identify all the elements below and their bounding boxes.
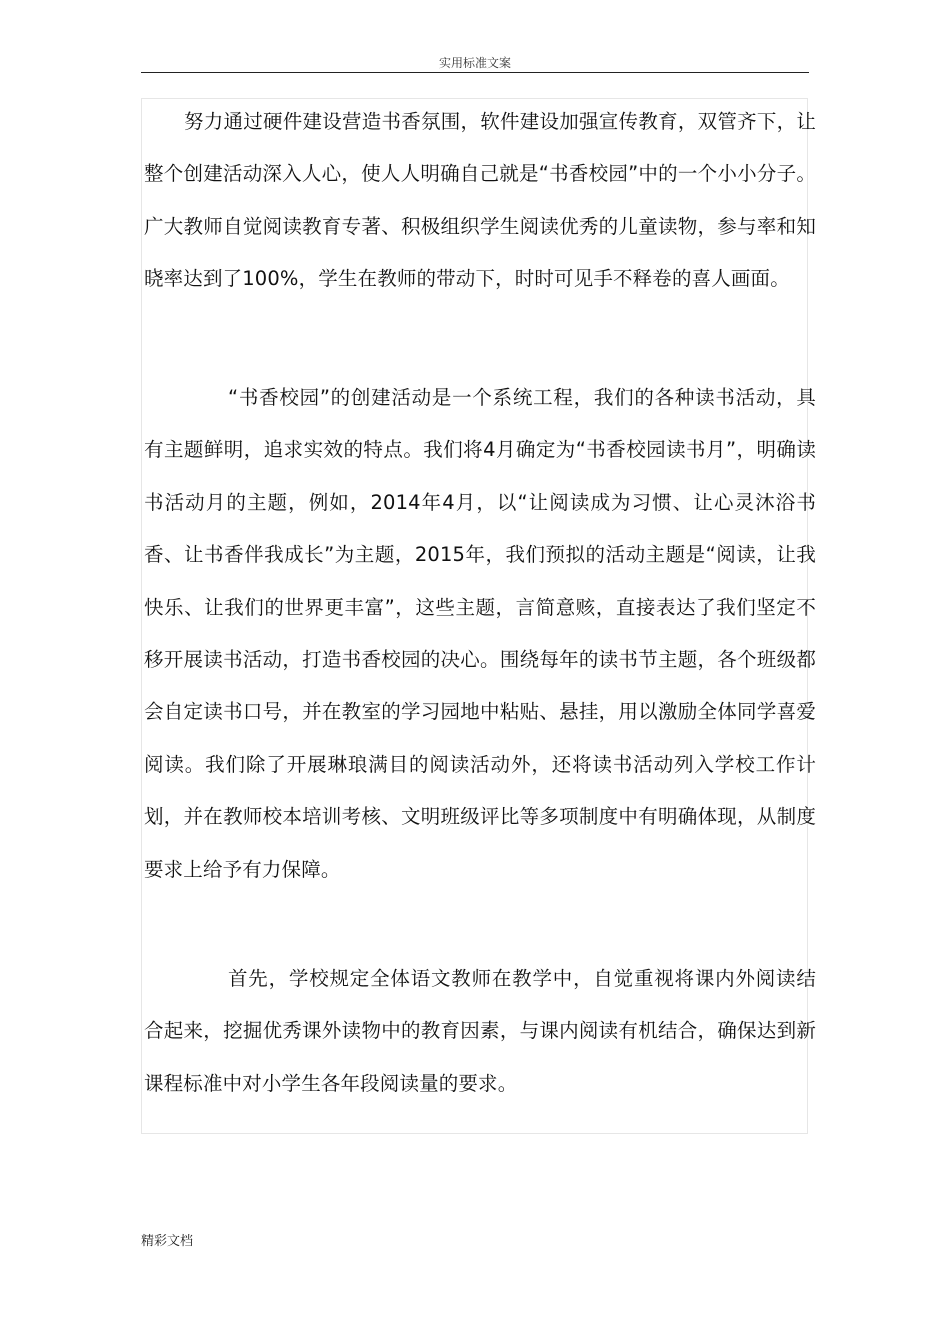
header-divider <box>141 72 809 73</box>
body-paragraph-2: “书香校园”的创建活动是一个系统工程，我们的各种读书活动，具有主题鲜明，追求实效的特点。我们将4月确定为“书香校园读书月”，明确读书活动月的主题，例如，2014年4月，以“让阅读成为习惯、让心灵沐浴书香、让书香伴我成长”为主题，2015年，我们预拟的活动主题是“阅读，让我快乐、让我们的世界更丰富”，这些主题，言简意赅，直接表达了我们坚定不移开展读书活动，打造书香校园的决心。围绕每年的读书节主题，各个班级都会自定读书口号，并在教室的学习园地中粘贴、悬挂，用以激励全体同学喜爱阅读。我们除了开展琳琅满目的阅读活动外，还将读书活动列入学校工作计划，并在教师校本培训考核、文明班级评比等多项制度中有明确体现，从制度要求上给予有力保障。 <box>144 386 816 881</box>
body-paragraph-3: 首先，学校规定全体语文教师在教学中，自觉重视将课内外阅读结合起来，挖掘优秀课外读物中的教育因素，与课内阅读有机结合，确保达到新课程标准中对小学生各年段阅读量的要求。 <box>144 967 816 1095</box>
page-footer: 精彩文档 <box>141 1234 194 1249</box>
page-header: 实用标准文案 <box>438 56 511 70</box>
body-paragraph-1: 努力通过硬件建设营造书香氛围，软件建设加强宣传教育，双管齐下，让整个创建活动深入人心，使人人明确自己就是“书香校园”中的一个小小分子。广大教师自觉阅读教育专著、积极组织学生阅读优秀的儿童读物，参与率和知晓率达到了100%，学生在教师的带动下，时时可见手不释卷的喜人画面。 <box>144 110 816 291</box>
